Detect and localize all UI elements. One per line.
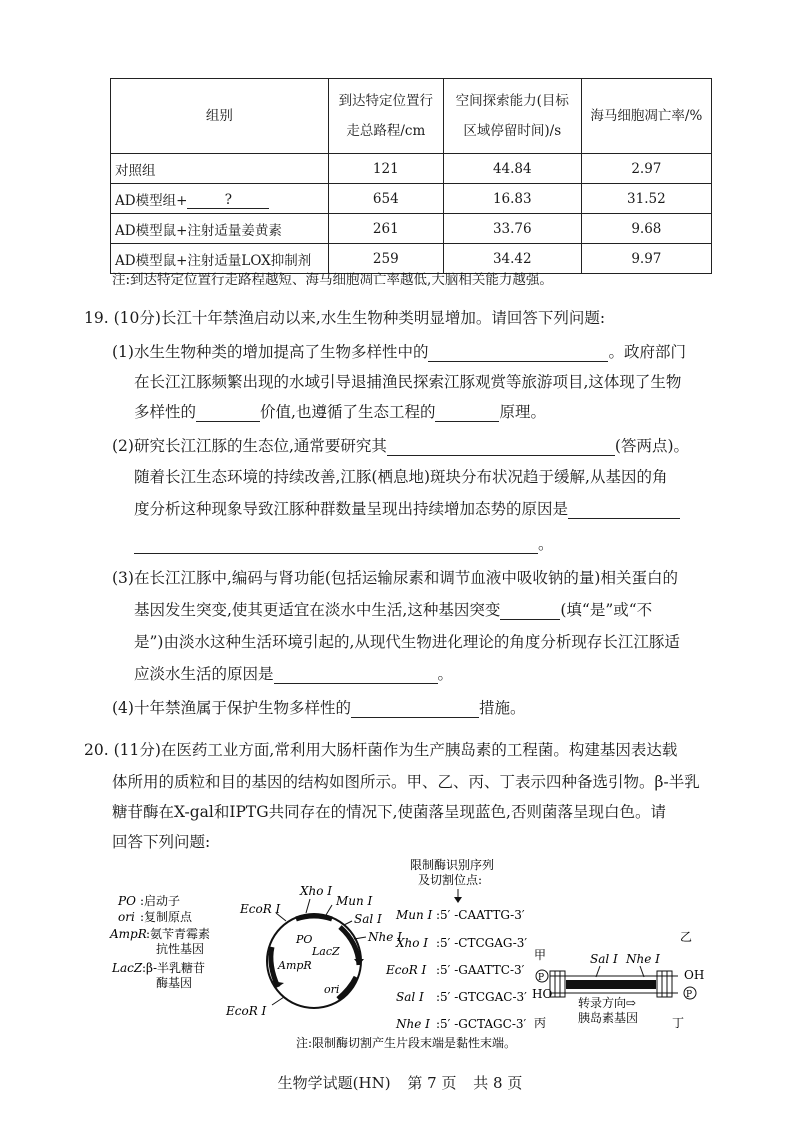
po-segment	[296, 916, 332, 919]
nhe-site-marker	[640, 966, 644, 977]
label-sal: Sal I	[354, 912, 382, 926]
plasmid-diagram	[225, 884, 402, 1018]
table-header-row	[111, 79, 712, 154]
label-ori: ori	[324, 983, 340, 996]
table-row	[111, 214, 712, 244]
enzyme-title-1: 限制酶识别序列	[410, 858, 495, 872]
figure-legend	[109, 893, 210, 990]
primer-jia: 甲	[534, 948, 547, 962]
answer-blank	[500, 619, 560, 620]
legend-desc: :β-半乳糖苷	[142, 961, 206, 975]
enzyme-seq: :5′ -GAATTC-3′	[436, 963, 525, 977]
legend-desc: :启动子	[140, 894, 181, 908]
cell-group: AD模型鼠+注射适量姜黄素	[111, 214, 329, 244]
cell-distance: 654	[328, 184, 443, 214]
label-ecor-bottom: EcoR I	[226, 1004, 267, 1018]
enzyme-seq: :5′ -GTCGAC-3′	[436, 990, 527, 1004]
label-lacz: LacZ	[312, 945, 340, 958]
figure-caption: 注:限制酶切割产生片段末端是黏性末端。	[296, 1036, 517, 1050]
label-ecor-top: EcoR I	[240, 902, 281, 916]
q19-part3-line1: (3)在长江江豚中,编码与肾功能(包括运输尿素和调节血液中吸收钠的量)相关蛋白的	[112, 569, 678, 587]
insulin-gene-bar	[566, 980, 656, 989]
blank-mark: ?	[224, 191, 233, 208]
page-footer	[0, 1072, 800, 1093]
answer-blank	[196, 421, 260, 422]
answer-blank	[428, 361, 608, 362]
q19-part4	[112, 696, 525, 718]
lacz-arrow-icon	[354, 959, 364, 965]
cell-rate: 31.52	[581, 184, 711, 214]
enzyme-name: EcoR I	[386, 963, 427, 977]
cell-rate: 9.68	[581, 214, 711, 244]
cell-distance: 121	[328, 154, 443, 184]
phosphate-label: P	[686, 990, 693, 1000]
enzyme-seq: :5′ -CTCGAG-3′	[436, 936, 528, 950]
text: (4)十年禁渔属于保护生物多样性的	[112, 699, 351, 717]
q19-part1-line3	[134, 400, 546, 422]
enzyme-name: Xho I	[396, 936, 429, 950]
primer-ding: 丁	[672, 1016, 685, 1030]
q20-line2: 体所用的质粒和目的基因的结构如图所示。甲、乙、丙、丁表示四种备选引物。β-半乳	[112, 773, 700, 791]
enzyme-seq: :5′ -GCTAGC-3′	[436, 1017, 527, 1031]
text: (2)研究长江江豚的生态位,通常要研究其	[112, 437, 387, 455]
results-table	[110, 78, 712, 274]
ho-end: HO	[532, 987, 553, 1001]
text: 措施。	[478, 699, 526, 717]
answer-blank	[387, 455, 615, 456]
q20-line1: 20. (11分)在医药工业方面,常利用大肠杆菌作为生产胰岛素的工程菌。构建基因表达载	[84, 741, 678, 759]
text: 。	[437, 665, 454, 683]
legend-key: AmpR	[110, 927, 147, 941]
oh-end: OH	[684, 968, 705, 982]
enzyme-seq: :5′ -CAATTG-3′	[436, 908, 525, 922]
q19-stem: 19. (10分)长江十年禁渔启动以来,水生生物种类明显增加。请回答下列问题:	[84, 309, 606, 327]
legend-desc: :氨苄青霉素	[146, 927, 211, 941]
cell-distance: 259	[328, 244, 443, 274]
legend-desc: :复制原点	[140, 910, 193, 924]
q19-part1-line2: 在长江江豚频繁出现的水域引导退捕渔民探索江豚观赏等旅游项目,这体现了生物	[134, 373, 682, 391]
legend-desc2: 酶基因	[156, 976, 193, 990]
label-nhe: Nhe I	[368, 930, 402, 944]
plasmid-gene-figure	[100, 855, 720, 1055]
phosphate-label: P	[538, 973, 545, 983]
answer-blank	[187, 192, 269, 209]
answer-blank	[435, 421, 499, 422]
primer-bing: 丙	[534, 1016, 547, 1030]
q19-part2-line4	[134, 532, 554, 554]
cell-time: 44.84	[443, 154, 581, 184]
text: 基因发生突变,使其更适宜在淡水中生活,这种基因突变	[134, 601, 501, 619]
cell-time: 16.83	[443, 184, 581, 214]
label-amp: AmpR	[278, 959, 312, 972]
text: 。政府部门	[608, 343, 686, 361]
insulin-gene-diagram	[532, 930, 704, 1030]
q19-part3-line4	[134, 662, 453, 684]
header-distance: 到达特定位置行 走总路程/cm	[328, 79, 443, 154]
header-time: 空间探索能力(目标 区域停留时间)/s	[443, 79, 581, 154]
site-nhe: Nhe I	[626, 952, 660, 966]
q20-line3: 糖苷酶在X-gal和IPTG共同存在的情况下,使菌落呈现蓝色,否则菌落呈现白色。请	[112, 803, 666, 821]
footer-total: 共 8 页	[473, 1074, 523, 1092]
table-row	[111, 154, 712, 184]
text: 。	[538, 535, 554, 553]
cell-distance: 261	[328, 214, 443, 244]
text: 应淡水生活的原因是	[134, 665, 274, 683]
header-rate: 海马细胞凋亡率/%	[581, 79, 711, 154]
cell-group	[111, 184, 329, 214]
q19-part1-line1	[112, 340, 686, 362]
label-po: PO	[296, 933, 313, 946]
answer-blank	[274, 683, 438, 684]
cell-rate: 2.97	[581, 154, 711, 184]
legend-desc2: 抗性基因	[156, 942, 205, 956]
header-group: 组别	[111, 79, 329, 154]
answer-blank	[134, 553, 538, 554]
text: 价值,也遵循了生态工程的	[260, 403, 436, 421]
sal-marker	[344, 921, 352, 925]
enzyme-name: Mun I	[396, 908, 433, 922]
transcription-direction: 转录方向⇨	[578, 996, 637, 1010]
text: 原理。	[499, 403, 546, 421]
enzyme-name: Sal I	[396, 990, 424, 1004]
answer-blank	[351, 717, 479, 718]
q20-line4: 回答下列问题:	[112, 833, 211, 851]
q19-part2-line1	[112, 434, 689, 456]
cell-time: 33.76	[443, 214, 581, 244]
q19-part3-line3: 是”)由淡水这种生活环境引起的,从现代生物进化理论的角度分析现存长江江豚适	[134, 633, 680, 651]
q19-part2-line3	[134, 497, 680, 519]
ecor-bottom-marker	[272, 997, 284, 1005]
site-sal: Sal I	[590, 952, 618, 966]
legend-key: LacZ	[112, 961, 143, 975]
gene-name: 胰岛素基因	[578, 1011, 639, 1025]
text: (填“是”或“不	[560, 601, 653, 619]
enzyme-name: Nhe I	[396, 1017, 430, 1031]
enzyme-list	[385, 857, 527, 1031]
primer-yi: 乙	[680, 930, 693, 944]
down-arrow-icon	[454, 897, 462, 903]
sal-site-marker	[596, 966, 600, 977]
cell-group: 对照组	[111, 154, 329, 184]
cell-group: AD模型鼠+注射适量LOX抑制剂	[111, 244, 329, 274]
answer-blank	[568, 518, 680, 519]
q19-part3-line2	[134, 598, 652, 620]
text: (答两点)。	[614, 437, 689, 455]
table-row	[111, 184, 712, 214]
cell-rate: 9.97	[581, 244, 711, 274]
label-mun: Mun I	[336, 894, 373, 908]
text: 多样性的	[134, 403, 197, 421]
table-note: 注:到达特定位置行走路程越短、海马细胞凋亡率越低,大脑相关能力越强。	[112, 272, 553, 288]
footer-title: 生物学试题(HN)	[277, 1074, 391, 1092]
text: 度分析这种现象导致江豚种群数量呈现出持续增加态势的原因是	[134, 500, 569, 518]
label-xho: Xho I	[300, 884, 333, 898]
text: (1)水生生物种类的增加提高了生物多样性中的	[112, 343, 429, 361]
mun-marker	[326, 905, 332, 915]
cell-group-text: AD模型组+	[115, 192, 188, 209]
xho-marker	[306, 899, 310, 913]
legend-key: PO	[118, 894, 136, 908]
q19-part2-line2: 随着长江生态环境的持续改善,江豚(栖息地)斑块分布状况趋于缓解,从基因的角	[134, 468, 668, 486]
enzyme-title-2: 及切割位点:	[418, 873, 483, 887]
cell-time: 34.42	[443, 244, 581, 274]
legend-key: ori	[118, 910, 135, 924]
footer-page: 第 7 页	[407, 1074, 457, 1092]
